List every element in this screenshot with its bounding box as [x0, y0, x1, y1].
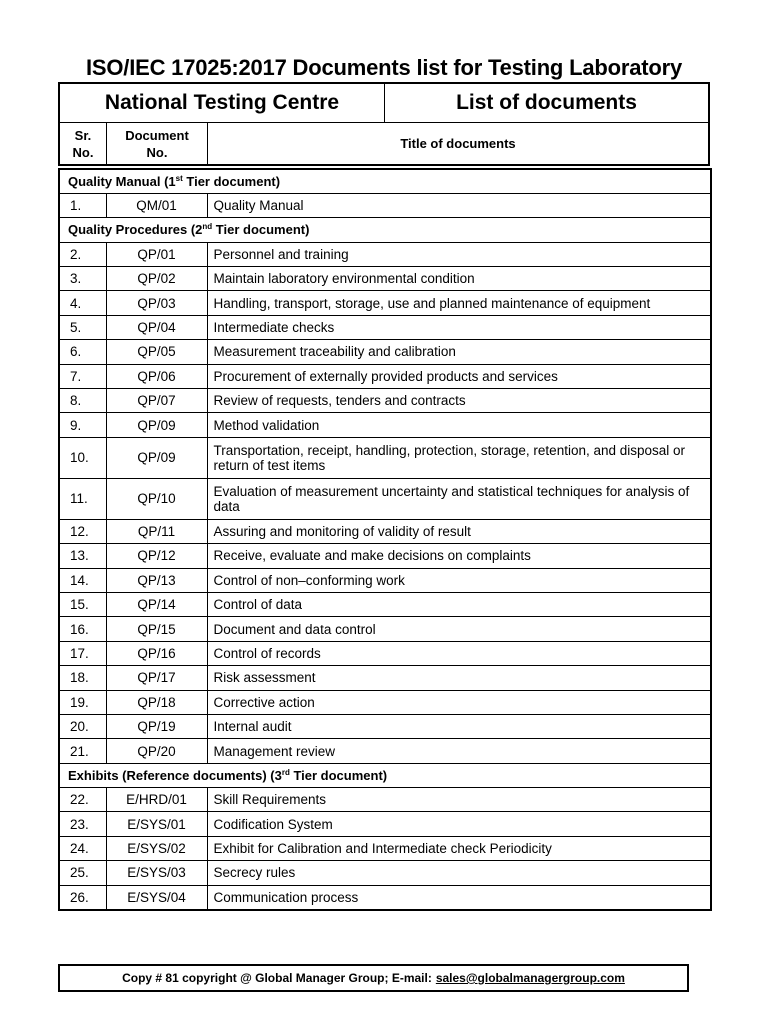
organization-name: National Testing Centre [60, 84, 385, 123]
cell-document-title: Control of non–conforming work [207, 568, 711, 592]
cell-sr-no: 12. [59, 519, 106, 543]
cell-document-title: Procurement of externally provided products and services [207, 364, 711, 388]
cell-document-no: QP/10 [106, 478, 207, 519]
table-row [59, 690, 711, 714]
section-label: Exhibits (Reference documents) (3rd Tier document) [59, 763, 711, 787]
cell-document-no: QP/06 [106, 364, 207, 388]
cell-document-title: Review of requests, tenders and contracts [207, 389, 711, 413]
cell-sr-no: 23. [59, 812, 106, 836]
table-row [59, 739, 711, 763]
cell-sr-no: 9. [59, 413, 106, 437]
section-header-row [59, 218, 711, 242]
cell-document-no: QP/15 [106, 617, 207, 641]
cell-document-no: QP/14 [106, 592, 207, 616]
footer-copyright [58, 964, 689, 992]
cell-sr-no: 22. [59, 788, 106, 812]
table-row [59, 437, 711, 478]
table-row [59, 519, 711, 543]
table-row [59, 666, 711, 690]
table-row [59, 592, 711, 616]
table-row [59, 641, 711, 665]
table-row [59, 364, 711, 388]
cell-document-no: QP/18 [106, 690, 207, 714]
table-row [59, 340, 711, 364]
cell-document-no: QM/01 [106, 193, 207, 217]
cell-document-no: QP/03 [106, 291, 207, 315]
cell-sr-no: 15. [59, 592, 106, 616]
section-header-row [59, 763, 711, 787]
column-header-document-no: Document No. [107, 123, 208, 164]
cell-sr-no: 13. [59, 544, 106, 568]
documents-table-body [59, 169, 711, 910]
cell-document-no: QP/02 [106, 267, 207, 291]
cell-sr-no: 26. [59, 885, 106, 909]
table-row [59, 544, 711, 568]
cell-document-no: QP/13 [106, 568, 207, 592]
cell-sr-no: 7. [59, 364, 106, 388]
cell-document-title: Skill Requirements [207, 788, 711, 812]
cell-document-title: Codification System [207, 812, 711, 836]
cell-document-no: E/SYS/03 [106, 861, 207, 885]
cell-document-no: QP/01 [106, 242, 207, 266]
cell-sr-no: 14. [59, 568, 106, 592]
cell-document-no: E/SYS/02 [106, 836, 207, 860]
cell-sr-no: 3. [59, 267, 106, 291]
cell-document-no: QP/11 [106, 519, 207, 543]
cell-sr-no: 20. [59, 714, 106, 738]
table-row [59, 788, 711, 812]
cell-document-title: Personnel and training [207, 242, 711, 266]
cell-document-title: Quality Manual [207, 193, 711, 217]
cell-document-title: Handling, transport, storage, use and planned maintenance of equipment [207, 291, 711, 315]
cell-document-no: E/SYS/01 [106, 812, 207, 836]
cell-document-no: QP/19 [106, 714, 207, 738]
section-label: Quality Procedures (2nd Tier document) [59, 218, 711, 242]
cell-document-title: Corrective action [207, 690, 711, 714]
cell-document-no: E/HRD/01 [106, 788, 207, 812]
cell-document-no: QP/09 [106, 437, 207, 478]
cell-sr-no: 21. [59, 739, 106, 763]
cell-document-title: Receive, evaluate and make decisions on complaints [207, 544, 711, 568]
cell-document-no: QP/09 [106, 413, 207, 437]
section-label: Quality Manual (1st Tier document) [59, 169, 711, 193]
cell-document-no: QP/20 [106, 739, 207, 763]
cell-sr-no: 2. [59, 242, 106, 266]
footer-text: Copy # 81 copyright @ Global Manager Group; E-mail: [122, 971, 432, 985]
cell-sr-no: 19. [59, 690, 106, 714]
cell-document-title: Measurement traceability and calibration [207, 340, 711, 364]
table-row [59, 568, 711, 592]
table-row [59, 836, 711, 860]
list-heading: List of documents [385, 84, 708, 123]
cell-sr-no: 25. [59, 861, 106, 885]
cell-document-title: Transportation, receipt, handling, protection, storage, retention, and disposal or return of test items [207, 437, 711, 478]
table-row [59, 812, 711, 836]
cell-document-title: Assuring and monitoring of validity of result [207, 519, 711, 543]
cell-sr-no: 10. [59, 437, 106, 478]
cell-document-no: QP/07 [106, 389, 207, 413]
column-header-title: Title of documents [400, 136, 516, 151]
table-row [59, 315, 711, 339]
document-header [58, 82, 710, 166]
cell-sr-no: 5. [59, 315, 106, 339]
cell-sr-no: 1. [59, 193, 106, 217]
cell-document-title: Risk assessment [207, 666, 711, 690]
cell-document-title: Intermediate checks [207, 315, 711, 339]
table-row [59, 478, 711, 519]
cell-document-title: Evaluation of measurement uncertainty and statistical techniques for analysis of data [207, 478, 711, 519]
cell-sr-no: 8. [59, 389, 106, 413]
cell-document-no: QP/04 [106, 315, 207, 339]
cell-sr-no: 4. [59, 291, 106, 315]
cell-sr-no: 18. [59, 666, 106, 690]
table-row [59, 267, 711, 291]
cell-document-title: Control of data [207, 592, 711, 616]
table-row [59, 617, 711, 641]
cell-document-no: QP/05 [106, 340, 207, 364]
table-row [59, 861, 711, 885]
cell-document-title: Secrecy rules [207, 861, 711, 885]
cell-document-title: Maintain laboratory environmental condition [207, 267, 711, 291]
cell-sr-no: 17. [59, 641, 106, 665]
cell-document-title: Communication process [207, 885, 711, 909]
table-row [59, 193, 711, 217]
cell-document-title: Control of records [207, 641, 711, 665]
table-row [59, 885, 711, 909]
documents-table [58, 168, 712, 911]
table-row [59, 291, 711, 315]
cell-sr-no: 6. [59, 340, 106, 364]
table-row [59, 714, 711, 738]
cell-document-no: QP/17 [106, 666, 207, 690]
table-row [59, 242, 711, 266]
page-title: ISO/IEC 17025:2017 Documents list for Testing Laboratory [85, 55, 682, 80]
cell-document-no: E/SYS/04 [106, 885, 207, 909]
cell-document-no: QP/12 [106, 544, 207, 568]
cell-document-title: Document and data control [207, 617, 711, 641]
footer-email-link[interactable]: sales@globalmanagergroup.com [435, 971, 625, 985]
cell-sr-no: 24. [59, 836, 106, 860]
column-header-sr-no: Sr. No. [60, 123, 107, 164]
cell-sr-no: 11. [59, 478, 106, 519]
cell-document-title: Exhibit for Calibration and Intermediate check Periodicity [207, 836, 711, 860]
cell-sr-no: 16. [59, 617, 106, 641]
section-header-row [59, 169, 711, 193]
cell-document-title: Management review [207, 739, 711, 763]
table-row [59, 413, 711, 437]
cell-document-title: Method validation [207, 413, 711, 437]
cell-document-title: Internal audit [207, 714, 711, 738]
table-row [59, 389, 711, 413]
cell-document-no: QP/16 [106, 641, 207, 665]
